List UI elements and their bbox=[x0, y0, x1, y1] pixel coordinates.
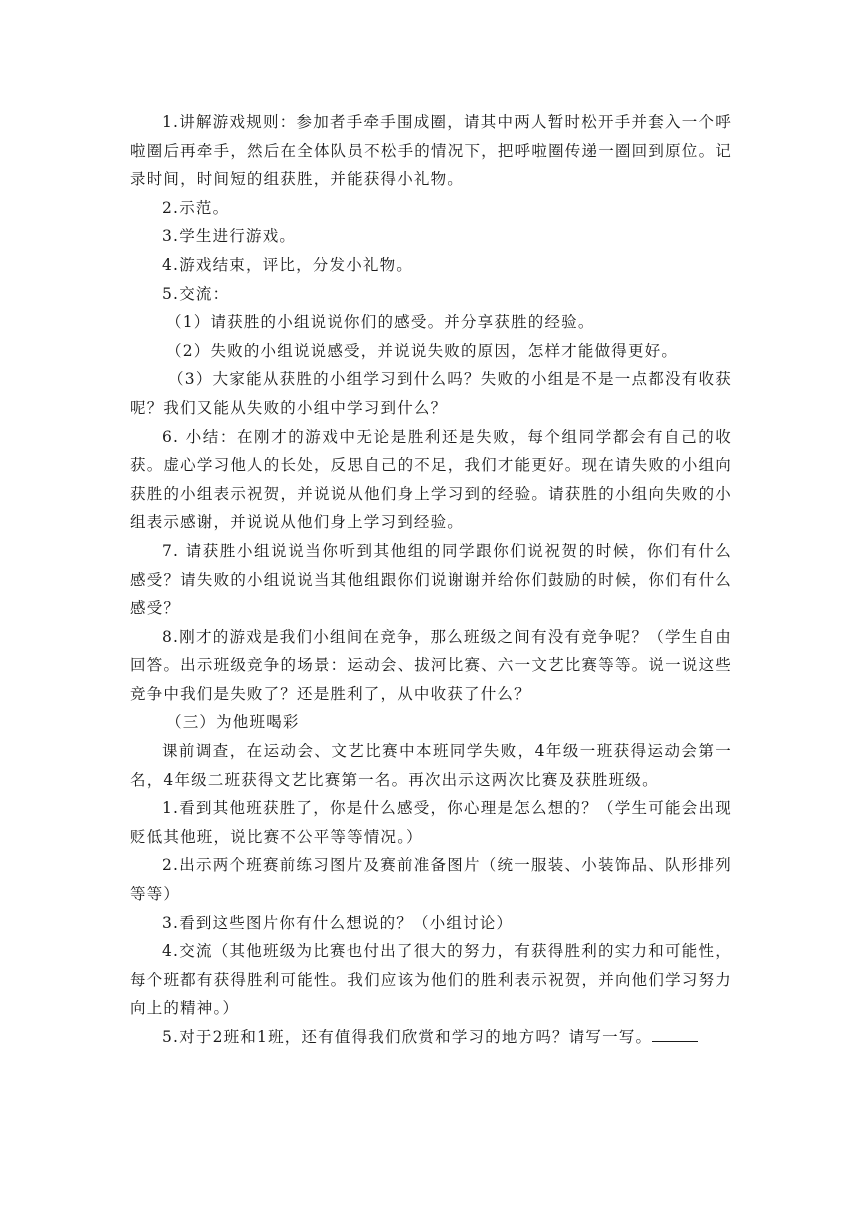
pre-class-survey-paragraph: 课前调查，在运动会、文艺比赛中本班同学失败，4年级一班获得运动会第一名，4年级二班获得文艺比赛第一名。再次出示这两次比赛及获胜班级。 bbox=[130, 742, 732, 789]
class-competition-paragraph: 8.刚才的游戏是我们小组间在竞争，那么班级之间有没有竞争呢？（学生自由回答。出示班级竞争的场景：运动会、拔河比赛、六一文艺比赛等等。说一说这些竞争中我们是失败了？还是胜利了，从中收获了什么？ bbox=[130, 627, 732, 703]
cheer-step-5: 5.对于2班和1班，还有值得我们欣赏和学习的地方吗？请写一写。 bbox=[162, 1028, 653, 1046]
exchange-step: 5.交流： bbox=[162, 284, 230, 303]
cheer-step-3: 3.看到这些图片你有什么想说的？（小组讨论） bbox=[162, 913, 514, 932]
exchange-item-1: （1）请获胜的小组说说你们的感受。并分享获胜的经验。 bbox=[166, 313, 595, 332]
answer-blank-line[interactable] bbox=[652, 1024, 698, 1042]
summary-paragraph: 6. 小结：在刚才的游戏中无论是胜利还是失败，每个组同学都会有自己的收获。虚心学习他人的长处，反思自己的不足，我们才能更好。现在请失败的小组向获胜的小组表示祝贺，并说说从他们身上学习到的经验。请获胜的小组向失败的小组表示感谢，并说说从他们身上学习到经验。 bbox=[130, 427, 732, 532]
section-heading-cheer: （三）为他班喝彩 bbox=[166, 713, 300, 732]
cheer-step-5-container bbox=[130, 1023, 732, 1052]
cheer-step-1: 1.看到其他班获胜了，你是什么感受，你心理是怎么想的？（学生可能会出现贬低其他班，说比赛不公平等等情况。） bbox=[130, 799, 732, 846]
rule-explanation-paragraph: 1.讲解游戏规则：参加者手牵手围成圈，请其中两人暂时松开手并套入一个呼啦圈后再牵手，然后在全体队员不松手的情况下，把呼啦圈传递一圈回到原位。记录时间，时间短的组获胜，并能获得小礼物。 bbox=[130, 113, 732, 189]
document-body bbox=[130, 108, 732, 1052]
cheer-step-4: 4.交流（其他班级为比赛也付出了很大的努力，有获得胜利的实力和可能性，每个班都有获得胜利可能性。我们应该为他们的胜利表示祝贺，并向他们学习努力向上的精神。） bbox=[130, 942, 732, 1018]
demo-step: 2.示范。 bbox=[162, 198, 230, 217]
play-step: 3.学生进行游戏。 bbox=[162, 227, 297, 246]
exchange-item-3: （3）大家能从获胜的小组学习到什么吗？失败的小组是不是一点都没有收获呢？我们又能从失败的小组中学习到什么？ bbox=[130, 370, 732, 417]
feelings-paragraph: 7. 请获胜小组说说当你听到其他组的同学跟你们说祝贺的时候，你们有什么感受？请失败的小组说说当其他组跟你们说谢谢并给你们鼓励的时候，你们有什么感受？ bbox=[130, 541, 732, 618]
game-end-step: 4.游戏结束，评比，分发小礼物。 bbox=[162, 255, 413, 274]
cheer-step-2: 2.出示两个班赛前练习图片及赛前准备图片（统一服装、小装饰品、队形排列等等） bbox=[130, 856, 732, 904]
exchange-item-2: （2）失败的小组说说感受，并说说失败的原因，怎样才能做得更好。 bbox=[166, 341, 679, 360]
